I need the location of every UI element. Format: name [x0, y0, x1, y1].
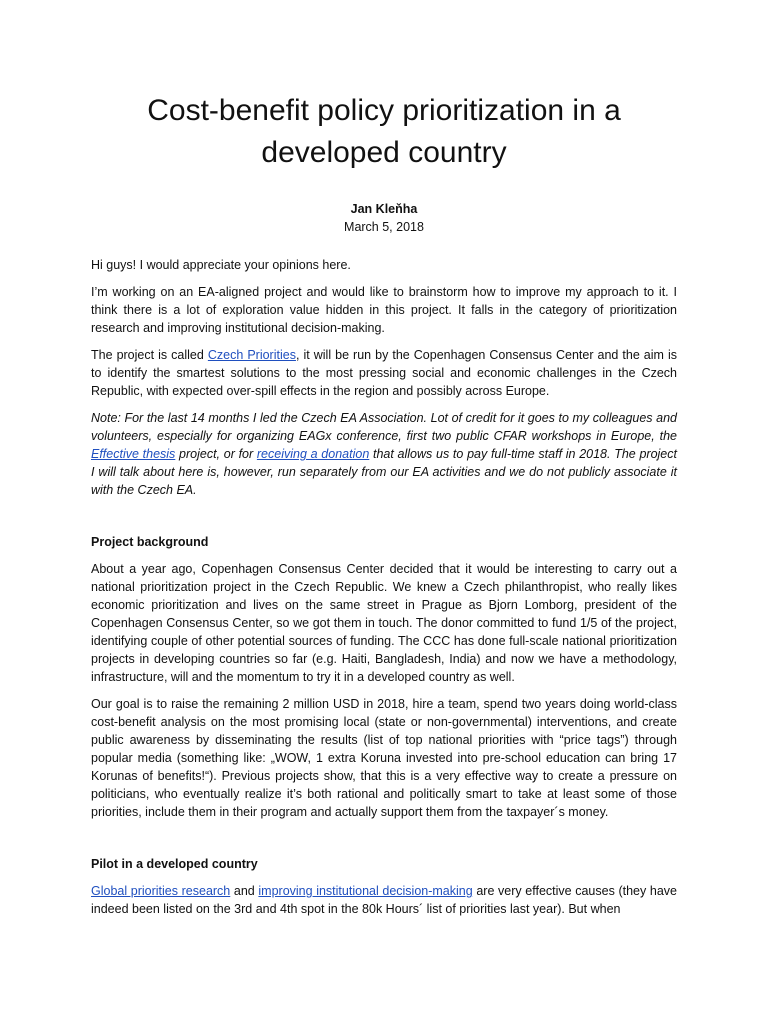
pilot-text-and: and [230, 884, 259, 898]
note-text-2: project, or for [175, 447, 257, 461]
document-title: Cost-benefit policy prioritization in a developed country [147, 94, 621, 169]
section-heading-project-background: Project background [91, 535, 209, 549]
section-heading-pilot: Pilot in a developed country [91, 857, 258, 871]
publication-date: March 5, 2018 [344, 220, 424, 234]
note-text-1: Note: For the last 14 months I led the Czech EA Association. Lot of credit for it goes to my colleagues and volunteers, especially for organizing EAGx conference, first two public CFAR workshops in Europe, the [91, 411, 677, 443]
note-text-3: that allows us to pay full-time staff in 2018. The project I will talk about here is, however, run separately from our EA activities and we do not publicly associate it with the Czech EA. [91, 447, 677, 497]
project-text-after: , it will be run by the Copenhagen Consensus Center and the aim is to identify the smartest solutions to the most pressing social and economic challenges in the Czech Republic, with expected over-spill effects in the region and possibly across Europe. [91, 348, 678, 398]
background-paragraph: About a year ago, Copenhagen Consensus Center decided that it would be interesting to carry out a national prioritization project in the Czech Republic. We knew a Czech philanthropist, who really likes economic prioritization and lives on the same street in Prague as Bjorn Lomborg, president of the Copenhagen Consensus Center, so we got them in touch. The donor committed to fund 1/5 of the project, identifying couple of other potential sources of funding. The CCC has done full-scale national prioritization projects in developing countries so far (e.g. Haiti, Bangladesh, India) and now we have a methodology, infrastructure, will and the momentum to try it in a developed country as well. [91, 562, 677, 684]
project-text-before: The project is called [91, 348, 208, 362]
greeting-paragraph: Hi guys! I would appreciate your opinions here. [91, 258, 351, 272]
author-name: Jan Kleňha [350, 202, 418, 216]
receiving-donation-link[interactable]: receiving a donation [256, 447, 370, 461]
institutional-decision-making-link[interactable]: improving institutional decision-making [258, 884, 473, 898]
intro-paragraph: I’m working on an EA-aligned project and would like to brainstorm how to improve my approach to it. I think there is a lot of exploration value hidden in this project. It falls in the category of prioritization research and improving institutional decision-making. [91, 285, 677, 335]
project-paragraph [91, 346, 677, 400]
document-content [91, 90, 677, 918]
note-paragraph [91, 409, 677, 499]
czech-priorities-link[interactable]: Czech Priorities [207, 348, 296, 362]
global-priorities-research-link[interactable]: Global priorities research [91, 884, 231, 898]
pilot-paragraph [91, 882, 677, 918]
goal-paragraph: Our goal is to raise the remaining 2 million USD in 2018, hire a team, spend two years doing world-class cost-benefit analysis on the most promising local (state or non-governmental) interventions, and create public awareness by disseminating the results (list of top national priorities with “price tags”) through popular media (something like: „WOW, 1 extra Koruna invested into pre-school education can bring 17 Korunas of benefits!“). Previous projects show, that this is a very effective way to create a pressure on politicians, who eventually realize it’s both rational and politically smart to take at least some of those priorities, include them in their program and actually support them from the taxpayer´s money. [91, 697, 677, 819]
effective-thesis-link[interactable]: Effective thesis [91, 447, 176, 461]
pilot-text-after: are very effective causes (they have indeed been listed on the 3rd and 4th spot in the 80k Hours´ list of priorities last year). But when [91, 884, 677, 916]
